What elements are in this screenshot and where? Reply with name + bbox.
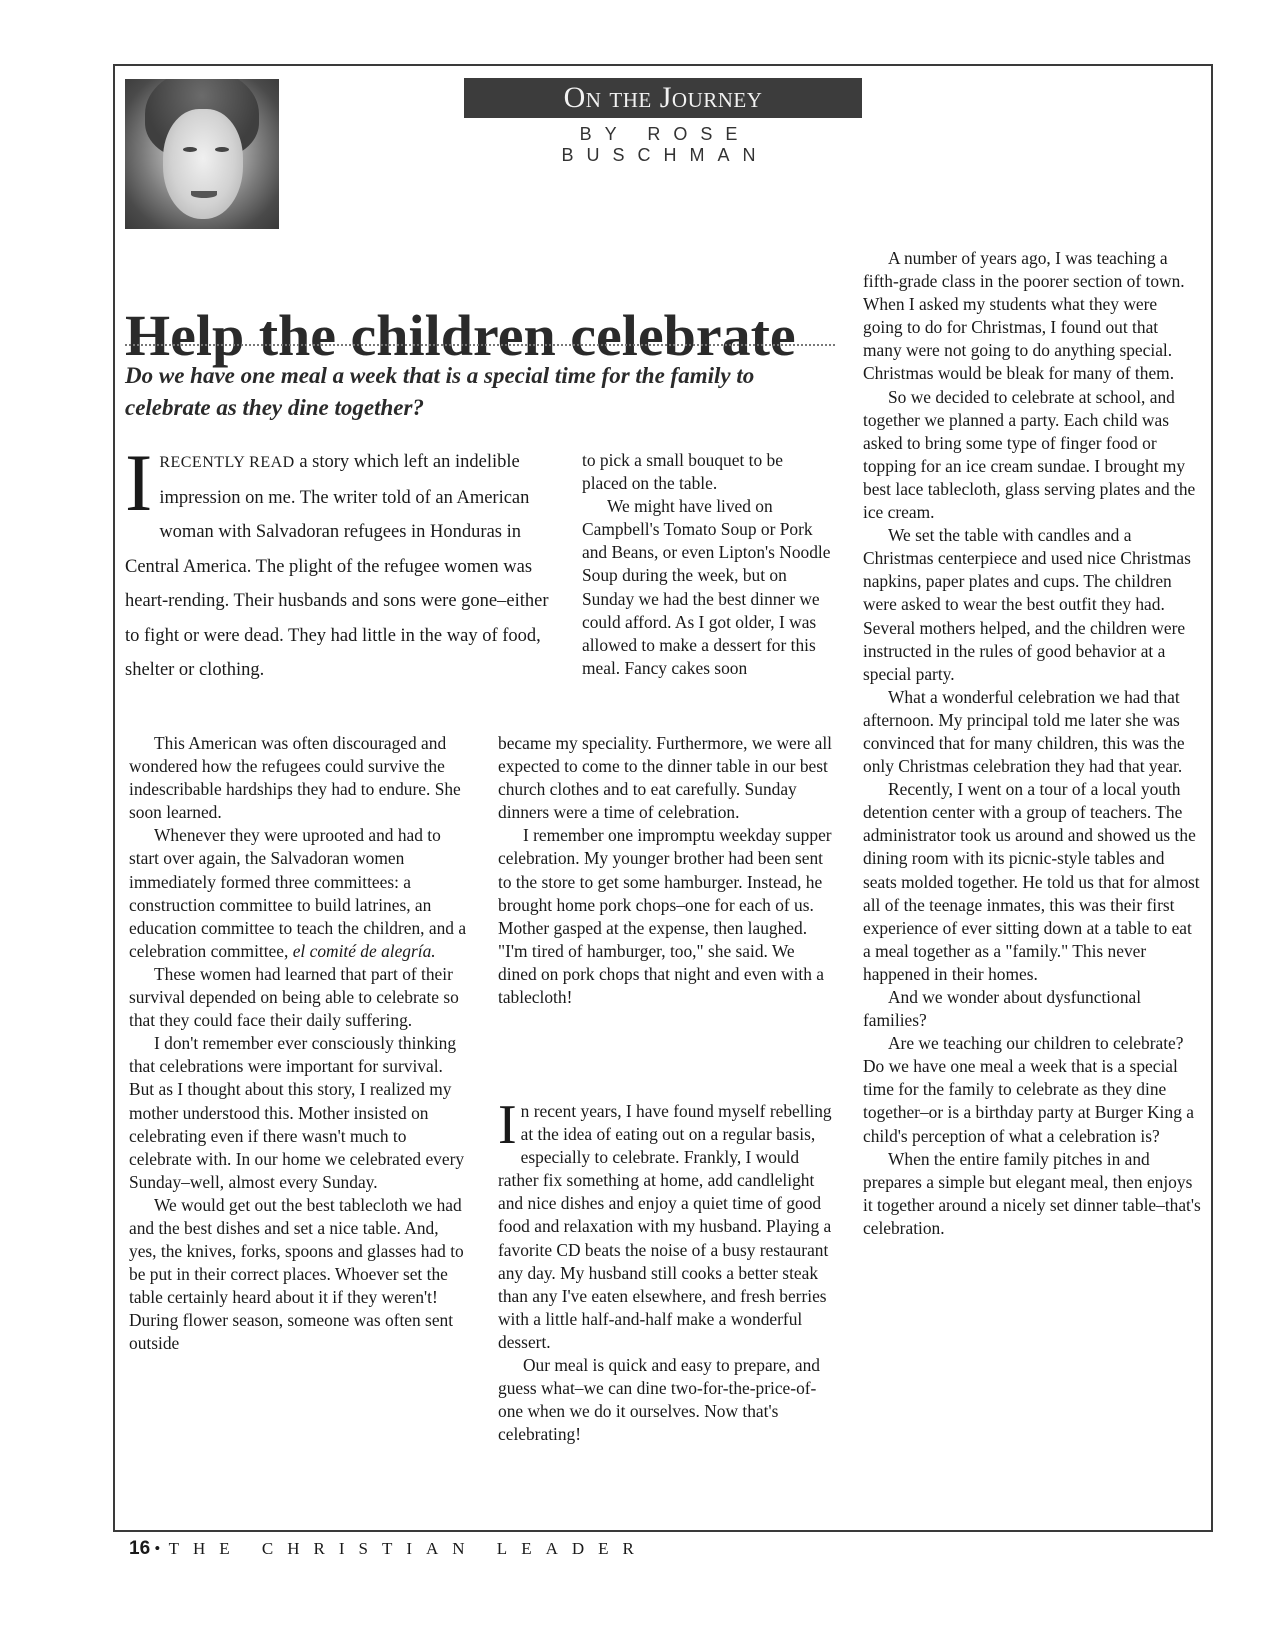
italic-phrase: el comité de alegría.: [292, 940, 436, 961]
paragraph: These women had learned that part of their survival depended on being able to celebrate so that they could face their daily suffering.: [129, 963, 459, 1031]
paragraph: Recently, I went on a tour of a local youth detention center with a group of teachers. The administrator took us around and showed us the dining room with its picnic-style tables and seats molded together. He told us that for almost all of the teenage inmates, this was their first experience of ever sitting down at a table to eat a meal together as a "family." This never happened in their homes.: [863, 779, 1200, 984]
author-photo: [125, 79, 279, 229]
column-2-top: [582, 449, 832, 680]
paragraph: This American was often discouraged and wondered how the refugees could survive the indescribable hardships they had to endure. She soon learned.: [129, 733, 461, 823]
paragraph: I don't remember ever consciously thinking that celebrations were important for survival. But as I thought about this story, I realized my mother understood this. Mother insisted on celebrating even if there wasn't much to celebrate with. In our home we celebrated every Sunday–well, almost every Sunday.: [129, 1033, 465, 1192]
paragraph: [498, 1094, 836, 1354]
paragraph: We would get out the best tablecloth we had and the best dishes and set a nice table. And, yes, the knives, forks, spoons and glasses had to be put in their correct places. Whoever set the table certainly heard about it if they weren't! During flower season, someone was often sent outside: [129, 1194, 464, 1354]
footer: [129, 1538, 648, 1560]
paragraph: Our meal is quick and easy to prepare, and guess what–we can dine two-for-the-price-of-one when we do it ourselves. Now that's celebrating!: [498, 1355, 820, 1445]
headline: Help the children celebrate: [125, 302, 796, 368]
column-title: On the Journey: [563, 81, 763, 114]
paragraph: What a wonderful celebration we had that afternoon. My principal told me later she was convinced that for many children, this was the only Christmas celebration they had that year.: [863, 686, 1185, 777]
column-1: [129, 732, 467, 1356]
author-photo-eye-left: [183, 147, 197, 152]
headline-divider: [125, 344, 835, 346]
drop-cap: I: [498, 1094, 517, 1156]
column-2-lower: [498, 1094, 836, 1446]
author-photo-mouth: [191, 191, 217, 198]
paragraph: And we wonder about dysfunctional families?: [863, 987, 1142, 1031]
author-photo-eye-right: [215, 147, 229, 152]
column-3: [863, 247, 1201, 1240]
paragraph: [129, 824, 467, 963]
drop-cap: I: [125, 437, 153, 528]
paragraph: I remember one impromptu weekday supper celebration. My younger brother had been sent to the store to get some hamburger. Instead, he brought home pork chops–one for each of us. Mother gasped at the expense, then laughed. "I'm tired of hamburger, too," she said. We dined on pork chops that night and even with a tablecloth!: [498, 825, 832, 1008]
paragraph: became my speciality. Furthermore, we were all expected to come to the dinner table in our best church clothes and to eat carefully. Sunday dinners were a time of celebration.: [498, 733, 832, 823]
paragraph: to pick a small bouquet to be placed on the table.: [582, 450, 783, 494]
paragraph: We might have lived on Campbell's Tomato Soup or Pork and Beans, or even Lipton's Noodle Soup during the week, but on Sunday we had the best dinner we could afford. As I got older, I was allowed to make a dessert for this meal. Fancy cakes soon: [582, 496, 831, 678]
paragraph-text: n recent years, I have found myself rebelling at the idea of eating out on a regular basis, especially to celebrate. Frankly, I would rather fix something at home, add candlelight and nice dishes and enjoy a quiet time of good food and relaxation with my husband. Playing a favorite CD beats the noise of a busy restaurant any day. My husband still cooks a better steak than any I've eaten elsewhere, and fresh berries with a little half-and-half make a wonderful dessert.: [498, 1101, 832, 1352]
paragraph: When the entire family pitches in and prepares a simple but elegant meal, then enjoys it together around a nicely set dinner table–that's celebration.: [863, 1148, 1201, 1238]
lead-text: a story which left an indelible impression on me. The writer told of an American woman with Salvadoran refugees in Honduras in Central America. The plight of the refugee women was heart-rending. Their husbands and sons were gone–either to fight or were dead. They had little in the way of food, shelter or clothing.: [125, 452, 549, 680]
author-photo-face: [163, 109, 243, 219]
paragraph: We set the table with candles and a Christmas centerpiece and used nice Christmas napkins, paper plates and cups. The children were asked to wear the best outfit they had. Several mothers helped, and the children were instructed in the rules of good behavior at a special party.: [863, 525, 1191, 684]
lead-paragraph: [125, 437, 557, 688]
publication-name: THE CHRISTIAN LEADER: [168, 1539, 648, 1558]
paragraph-text: Whenever they were uprooted and had to start over again, the Salvadoran women immediately formed three committees: a construction committee to build latrines, an education committee to teach the children, and a celebration committee,: [129, 825, 467, 961]
footer-separator: •: [154, 1539, 161, 1558]
paragraph: So we decided to celebrate at school, and together we planned a party. Each child was asked to bring some type of finger food or topping for an ice cream sundae. I brought my best lace tablecloth, glass serving plates and the ice cream.: [863, 386, 1196, 523]
paragraph: Are we teaching our children to celebrate? Do we have one meal a week that is a special time for the family to celebrate as they dine together–or is a birthday party at Burger King a child's perception of what a celebration is?: [863, 1033, 1194, 1146]
lead-smallcaps: RECENTLY READ: [159, 454, 295, 471]
column-title-banner: [464, 78, 862, 118]
column-2: [498, 732, 836, 1009]
page-number: 16: [129, 1538, 151, 1559]
deck: Do we have one meal a week that is a special time for the family to celebrate as they dine together?: [125, 363, 755, 420]
paragraph: A number of years ago, I was teaching a fifth-grade class in the poorer section of town. When I asked my students what they were going to do for Christmas, I found out that many were not going to do anything special. Christmas would be bleak for many of them.: [863, 248, 1185, 384]
byline: BY ROSE BUSCHMAN: [561, 124, 769, 165]
